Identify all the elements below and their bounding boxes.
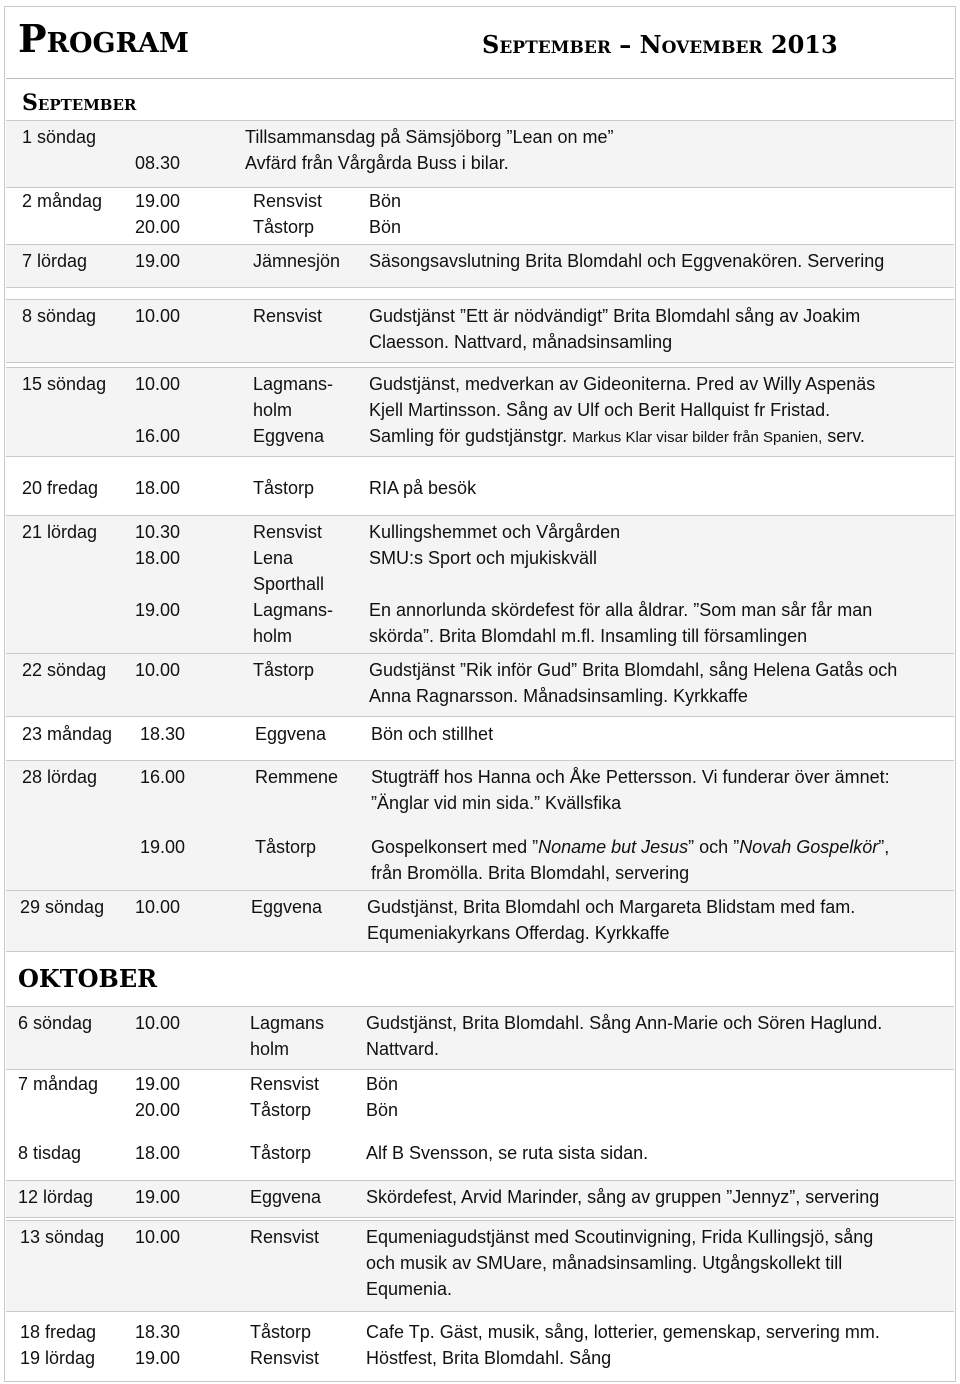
entry-description	[371, 790, 621, 816]
entry-description-text: Samling för gudstjänstgr.	[369, 426, 568, 446]
entry-time: 18.30	[140, 724, 186, 744]
entry-place: Lena	[253, 548, 294, 568]
entry-line	[0, 545, 960, 571]
entry-line	[0, 214, 960, 240]
entry-description	[369, 519, 620, 545]
entry-line	[0, 1224, 960, 1250]
entry-line	[0, 860, 960, 886]
entry-place: Lagmans-	[253, 600, 334, 620]
entry-description	[369, 657, 897, 683]
entry-time: 19.00	[135, 251, 181, 271]
entry-line	[0, 1319, 960, 1345]
entry-line	[0, 1097, 960, 1123]
entry-place: Tåstorp	[250, 1143, 312, 1163]
entry-place: Sporthall	[253, 574, 325, 594]
entry-description	[369, 597, 872, 623]
entry-description-text: Gudstjänst ”Rik inför Gud” Brita Blomdahl, sång Helena Gatås och	[369, 660, 898, 680]
entry-place: holm	[250, 1039, 290, 1059]
entry-description-text: SMU:s Sport och mjukiskväll	[369, 548, 598, 568]
entry-description-tail: serv.	[827, 426, 865, 446]
page-title: Program	[18, 16, 189, 61]
entry-description-text: Bön och stillhet	[371, 724, 494, 744]
entry-day: 20 fredag	[22, 478, 99, 498]
entry-description-text: Kjell Martinsson. Sång av Ulf och Berit Hallquist fr Fristad.	[369, 400, 831, 420]
entry-description-note: Markus Klar visar bilder från Spanien,	[572, 429, 823, 446]
entry-place: Tåstorp	[253, 660, 315, 680]
entry-day: 22 söndag	[22, 660, 107, 680]
entry-time: 19.00	[135, 1187, 181, 1207]
entry-description	[366, 1071, 398, 1097]
entry-place: holm	[253, 626, 293, 646]
entry-description-text: Bön	[366, 1074, 399, 1094]
entry-day: 19 lördag	[20, 1348, 96, 1368]
entry-description-text: Equmeniagudstjänst med Scoutinvigning, Frida Kullingsjö, sång	[366, 1227, 874, 1247]
entry-line	[0, 894, 960, 920]
entry-time: 19.00	[135, 1348, 181, 1368]
entry-description	[369, 397, 830, 423]
entry-description	[366, 1140, 648, 1166]
entry-place: Rensvist	[253, 191, 323, 211]
entry-line	[0, 683, 960, 709]
entry-description	[371, 764, 890, 790]
entry-line	[0, 721, 960, 747]
entry-line	[0, 397, 960, 423]
entry-description	[371, 834, 889, 860]
entry-time: 10.00	[135, 374, 181, 394]
entry-day: 8 tisdag	[18, 1143, 82, 1163]
entry-description	[369, 475, 476, 501]
entry-line	[0, 834, 960, 860]
entry-place: Tåstorp	[250, 1322, 312, 1342]
entry-line	[0, 303, 960, 329]
entry-time: 18.00	[135, 478, 181, 498]
entry-place: Eggvena	[253, 426, 325, 446]
entry-place: Tåstorp	[250, 1100, 312, 1120]
entry-place: Rensvist	[250, 1227, 320, 1247]
entry-line	[0, 124, 960, 150]
entry-place: Eggvena	[250, 1187, 322, 1207]
entry-description	[371, 721, 493, 747]
entry-description	[366, 1345, 611, 1371]
entry-day: 23 måndag	[22, 724, 113, 744]
entry-description	[369, 188, 401, 214]
entry-description	[371, 860, 689, 886]
entry-day: 8 söndag	[22, 306, 97, 326]
entry-description-text: Kullingshemmet och Vårgården	[369, 522, 621, 542]
entry-time: 20.00	[135, 1100, 181, 1120]
entry-description	[366, 1224, 873, 1250]
entry-line	[0, 790, 960, 816]
entry-day: 29 söndag	[20, 897, 105, 917]
entry-description	[366, 1010, 882, 1036]
month-heading-september: September	[22, 90, 137, 116]
entry-line	[0, 920, 960, 946]
entry-day: 21 lördag	[22, 522, 98, 542]
entry-place: Rensvist	[253, 522, 323, 542]
entry-day: 15 söndag	[22, 374, 107, 394]
entry-description-text: Bön	[369, 191, 402, 211]
entry-description	[366, 1276, 452, 1302]
entry-line	[0, 597, 960, 623]
entry-line	[0, 150, 960, 176]
month-heading-oktober: OKTOBER	[18, 964, 158, 993]
entry-description-text: Claesson. Nattvard, månadsinsamling	[369, 332, 673, 352]
entry-description	[367, 920, 669, 946]
entry-line	[0, 1140, 960, 1166]
entry-time: 19.00	[135, 191, 181, 211]
entry-line	[0, 623, 960, 649]
entry-line	[0, 248, 960, 274]
entry-time: 10.00	[135, 1227, 181, 1247]
entry-line	[0, 475, 960, 501]
entry-place: holm	[253, 400, 293, 420]
entry-day: 6 söndag	[18, 1013, 93, 1033]
entry-description-part: ” och ”	[688, 837, 740, 857]
entry-time: 19.00	[135, 1074, 181, 1094]
entry-place: Lagmans-	[253, 374, 334, 394]
entry-description-text: Gudstjänst, Brita Blomdahl och Margareta Blidstam med fam.	[367, 897, 856, 917]
entry-line	[0, 519, 960, 545]
entry-description-text: Gudstjänst ”Ett är nödvändigt” Brita Blomdahl sång av Joakim	[369, 306, 861, 326]
entry-day: 28 lördag	[22, 767, 98, 787]
entry-place: Rensvist	[253, 306, 323, 326]
entry-description-part: Noname but Jesus	[538, 837, 689, 857]
entry-description-text: En annorlunda skördefest för alla åldrar. ”Som man sår får man	[369, 600, 873, 620]
entry-place: Eggvena	[251, 897, 323, 917]
entry-line	[0, 1250, 960, 1276]
entry-place: Tåstorp	[253, 217, 315, 237]
entry-line	[0, 423, 960, 449]
entry-description	[369, 214, 401, 240]
entry-description-text: ”Änglar vid min sida.” Kvällsfika	[371, 793, 622, 813]
entry-time: 10.00	[135, 306, 181, 326]
entry-line	[0, 188, 960, 214]
entry-line	[0, 764, 960, 790]
entry-place: Remmene	[255, 767, 339, 787]
entry-day: 2 måndag	[22, 191, 103, 211]
entry-description-text: Höstfest, Brita Blomdahl. Sång	[366, 1348, 612, 1368]
entry-description-text: Gudstjänst, medverkan av Gideoniterna. Pred av Willy Aspenäs	[369, 374, 876, 394]
entry-description-text: Cafe Tp. Gäst, musik, sång, lotterier, gemenskap, servering mm.	[366, 1322, 880, 1342]
entry-day: 18 fredag	[20, 1322, 97, 1342]
entry-place: Rensvist	[250, 1074, 320, 1094]
date-range: September – November 2013	[482, 30, 838, 59]
entry-description-text: Alf B Svensson, se ruta sista sidan.	[366, 1143, 649, 1163]
entry-line	[0, 371, 960, 397]
entry-time: 16.00	[135, 426, 181, 446]
entry-day: 13 söndag	[20, 1227, 105, 1247]
entry-description	[366, 1036, 439, 1062]
entry-description	[367, 894, 855, 920]
entry-line	[0, 1036, 960, 1062]
entry-line	[0, 1184, 960, 1210]
entry-description-part: Novah Gospelkör	[739, 837, 879, 857]
entry-time: 16.00	[140, 767, 186, 787]
entry-time: 10.00	[135, 660, 181, 680]
entry-description	[369, 329, 672, 355]
entry-description-text: Bön	[366, 1100, 399, 1120]
entry-description-text: Equmenia.	[366, 1279, 453, 1299]
entry-description	[366, 1097, 398, 1123]
entry-description	[369, 303, 860, 329]
entry-line	[0, 571, 960, 597]
entry-line	[0, 657, 960, 683]
entry-place: Tåstorp	[253, 478, 315, 498]
entry-line	[0, 1276, 960, 1302]
entry-place: Tåstorp	[255, 837, 317, 857]
entry-line	[0, 1010, 960, 1036]
entry-time: 10.30	[135, 522, 181, 542]
entry-description	[366, 1184, 879, 1210]
entry-place: Tillsammansdag på Sämsjöborg ”Lean on me”	[245, 127, 614, 147]
entry-description	[369, 248, 884, 274]
entry-time: 10.00	[135, 897, 181, 917]
entry-description-text: Nattvard.	[366, 1039, 440, 1059]
entry-description	[369, 423, 865, 451]
entry-description-text: och musik av SMUare, månadsinsamling. Utgångskollekt till	[366, 1253, 843, 1273]
entry-time: 08.30	[135, 153, 181, 173]
entry-day: 7 lördag	[22, 251, 88, 271]
entry-description-text: Anna Ragnarsson. Månadsinsamling. Kyrkkaffe	[369, 686, 748, 706]
entry-description-text: Equmeniakyrkans Offerdag. Kyrkkaffe	[367, 923, 670, 943]
entry-description	[369, 371, 875, 397]
entry-time: 19.00	[140, 837, 186, 857]
entry-description-text: Bön	[369, 217, 402, 237]
entry-day: 7 måndag	[18, 1074, 99, 1094]
entry-place: Jämnesjön	[253, 251, 341, 271]
entry-description-text: från Bromölla. Brita Blomdahl, servering	[371, 863, 690, 883]
entry-description	[366, 1250, 842, 1276]
entry-day: 12 lördag	[18, 1187, 94, 1207]
entry-description-text: Stugträff hos Hanna och Åke Pettersson. Vi funderar över ämnet:	[371, 767, 890, 787]
entry-day: 1 söndag	[22, 127, 97, 147]
entry-description-text: Skördefest, Arvid Marinder, sång av gruppen ”Jennyz”, servering	[366, 1187, 880, 1207]
entry-line	[0, 1345, 960, 1371]
entry-place: Eggvena	[255, 724, 327, 744]
entry-time: 19.00	[135, 600, 181, 620]
entry-description-part: Gospelkonsert med ”	[371, 837, 539, 857]
entry-place: Avfärd från Vårgårda Buss i bilar.	[245, 153, 509, 173]
entry-description	[366, 1319, 880, 1345]
entry-description-text: Gudstjänst, Brita Blomdahl. Sång Ann-Marie och Sören Haglund.	[366, 1013, 883, 1033]
entry-line	[0, 329, 960, 355]
entry-time: 20.00	[135, 217, 181, 237]
entry-description	[369, 623, 807, 649]
entry-line	[0, 1071, 960, 1097]
entry-description-text: RIA på besök	[369, 478, 477, 498]
entry-place: Lagmans	[250, 1013, 325, 1033]
entry-description-text: skörda”. Brita Blomdahl m.fl. Insamling till församlingen	[369, 626, 808, 646]
entry-time: 10.00	[135, 1013, 181, 1033]
entry-place: Rensvist	[250, 1348, 320, 1368]
entry-description	[369, 683, 748, 709]
entry-time: 18.30	[135, 1322, 181, 1342]
entry-time: 18.00	[135, 548, 181, 568]
entry-description-part: ”,	[878, 837, 890, 857]
entry-description	[369, 545, 597, 571]
entry-description-text: Säsongsavslutning Brita Blomdahl och Eggvenakören. Servering	[369, 251, 885, 271]
entry-time: 18.00	[135, 1143, 181, 1163]
